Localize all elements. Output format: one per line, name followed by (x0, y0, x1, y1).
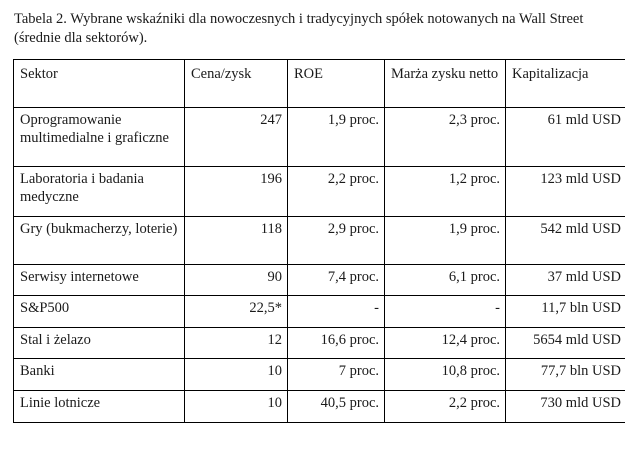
price-earnings-cell: 12 (185, 328, 288, 359)
sector-indicators-table (13, 59, 625, 423)
roe-cell: 7 proc. (288, 359, 385, 391)
column-header-price-earnings: Cena/zysk (185, 60, 288, 108)
table-header-row (14, 60, 625, 108)
capitalization-cell: 123 mld USD (506, 167, 625, 217)
capitalization-cell: 542 mld USD (506, 217, 625, 265)
price-earnings-cell: 247 (185, 108, 288, 167)
capitalization-cell: 11,7 bln USD (506, 296, 625, 328)
roe-cell: 1,9 proc. (288, 108, 385, 167)
net-margin-cell: 2,3 proc. (385, 108, 506, 167)
price-earnings-cell: 10 (185, 359, 288, 391)
net-margin-cell: 1,2 proc. (385, 167, 506, 217)
capitalization-cell: 77,7 bln USD (506, 359, 625, 391)
roe-cell: 2,2 proc. (288, 167, 385, 217)
capitalization-cell: 61 mld USD (506, 108, 625, 167)
sector-cell: Oprogramowanie multimedialne i graficzne (14, 108, 185, 167)
sector-cell: Gry (bukmacherzy, loterie) (14, 217, 185, 265)
table-row (14, 328, 625, 359)
net-margin-cell: 6,1 proc. (385, 265, 506, 296)
price-earnings-cell: 196 (185, 167, 288, 217)
column-header-net-margin: Marża zysku netto (385, 60, 506, 108)
roe-cell: 40,5 proc. (288, 391, 385, 423)
column-header-sector: Sektor (14, 60, 185, 108)
capitalization-cell: 730 mld USD (506, 391, 625, 423)
sector-cell: Serwisy internetowe (14, 265, 185, 296)
sector-cell: S&P500 (14, 296, 185, 328)
net-margin-cell: 2,2 proc. (385, 391, 506, 423)
price-earnings-cell: 10 (185, 391, 288, 423)
sector-cell: Linie lotnicze (14, 391, 185, 423)
column-header-roe: ROE (288, 60, 385, 108)
roe-cell: - (288, 296, 385, 328)
table-row (14, 391, 625, 423)
price-earnings-cell: 90 (185, 265, 288, 296)
capitalization-cell: 5654 mld USD (506, 328, 625, 359)
roe-cell: 16,6 proc. (288, 328, 385, 359)
sector-cell: Laboratoria i badania medyczne (14, 167, 185, 217)
sector-cell: Stal i żelazo (14, 328, 185, 359)
net-margin-cell: - (385, 296, 506, 328)
price-earnings-cell: 22,5* (185, 296, 288, 328)
sector-cell: Banki (14, 359, 185, 391)
price-earnings-cell: 118 (185, 217, 288, 265)
table-row (14, 296, 625, 328)
roe-cell: 2,9 proc. (288, 217, 385, 265)
table-row (14, 359, 625, 391)
roe-cell: 7,4 proc. (288, 265, 385, 296)
table-row (14, 167, 625, 217)
table-row (14, 217, 625, 265)
net-margin-cell: 1,9 proc. (385, 217, 506, 265)
net-margin-cell: 10,8 proc. (385, 359, 506, 391)
capitalization-cell: 37 mld USD (506, 265, 625, 296)
table-caption: Tabela 2. Wybrane wskaźniki dla nowoczesnych i tradycyjnych spółek notowanych na Wall Street (średnie dla sektorów). (14, 11, 584, 46)
table-row (14, 108, 625, 167)
column-header-capitalization: Kapitalizacja (506, 60, 625, 108)
net-margin-cell: 12,4 proc. (385, 328, 506, 359)
table-row (14, 265, 625, 296)
